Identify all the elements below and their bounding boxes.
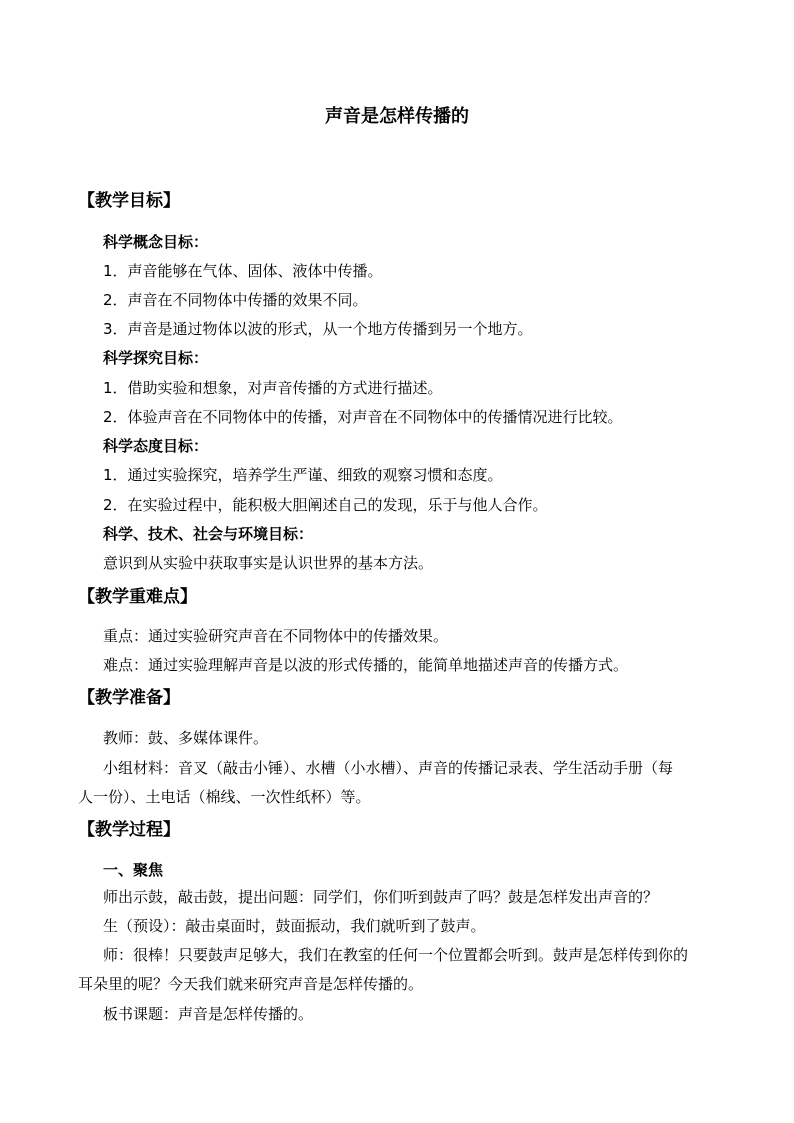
- subheading-sts: 科学、技术、社会与环境目标：: [103, 525, 314, 543]
- subheading-concept: 科学概念目标：: [103, 233, 209, 251]
- list-item: 1．声音能够在气体、固体、液体中传播。: [103, 262, 383, 280]
- process-line-continued: 耳朵里的呢？今天我们就来研究声音是怎样传播的。: [78, 975, 424, 993]
- list-item: 2．体验声音在不同物体中的传播，对声音在不同物体中的传播情况进行比较。: [103, 408, 623, 426]
- process-line: 板书课题：声音是怎样传播的。: [103, 1005, 314, 1023]
- list-item: 重点：通过实验研究声音在不同物体中的传播效果。: [103, 627, 449, 645]
- process-line: 师：很棒！只要鼓声足够大，我们在教室的任何一个位置都会听到。鼓声是怎样传到你的: [103, 946, 689, 964]
- subheading-inquiry: 科学探究目标：: [103, 349, 209, 367]
- section-heading-process: 【教学过程】: [78, 820, 180, 840]
- prep-group-line: 小组材料：音叉（敲击小锤）、水槽（小水槽）、声音的传播记录表、学生活动手册（每: [103, 759, 674, 777]
- process-line: 师出示鼓，敲击鼓，提出问题：同学们，你们听到鼓声了吗？鼓是怎样发出声音的？: [103, 888, 659, 906]
- page-title: 声音是怎样传播的: [325, 106, 469, 127]
- list-item: 意识到从实验中获取事实是认识世界的基本方法。: [103, 554, 434, 572]
- section-heading-goals: 【教学目标】: [78, 191, 180, 211]
- list-item: 2．声音在不同物体中传播的效果不同。: [103, 291, 368, 309]
- step-heading-focus: 一、聚焦: [103, 861, 164, 879]
- list-item: 1．通过实验探究，培养学生严谨、细致的观察习惯和态度。: [103, 466, 503, 484]
- list-item: 难点：通过实验理解声音是以波的形式传播的，能简单地描述声音的传播方式。: [103, 656, 629, 674]
- list-item: 3．声音是通过物体以波的形式，从一个地方传播到另一个地方。: [103, 320, 533, 338]
- process-line: 生（预设）：敲击桌面时，鼓面振动，我们就听到了鼓声。: [103, 917, 486, 935]
- list-item: 1．借助实验和想象，对声音传播的方式进行描述。: [103, 379, 443, 397]
- prep-teacher-line: 教师：鼓、多媒体课件。: [103, 729, 269, 747]
- list-item: 2．在实验过程中，能积极大胆阐述自己的发现，乐于与他人合作。: [103, 496, 548, 514]
- section-heading-prep: 【教学准备】: [78, 688, 180, 708]
- prep-group-line-continued: 人一份）、土电话（棉线、一次性纸杯）等。: [78, 788, 371, 806]
- subheading-attitude: 科学态度目标：: [103, 437, 209, 455]
- section-heading-keypoints: 【教学重难点】: [78, 587, 197, 607]
